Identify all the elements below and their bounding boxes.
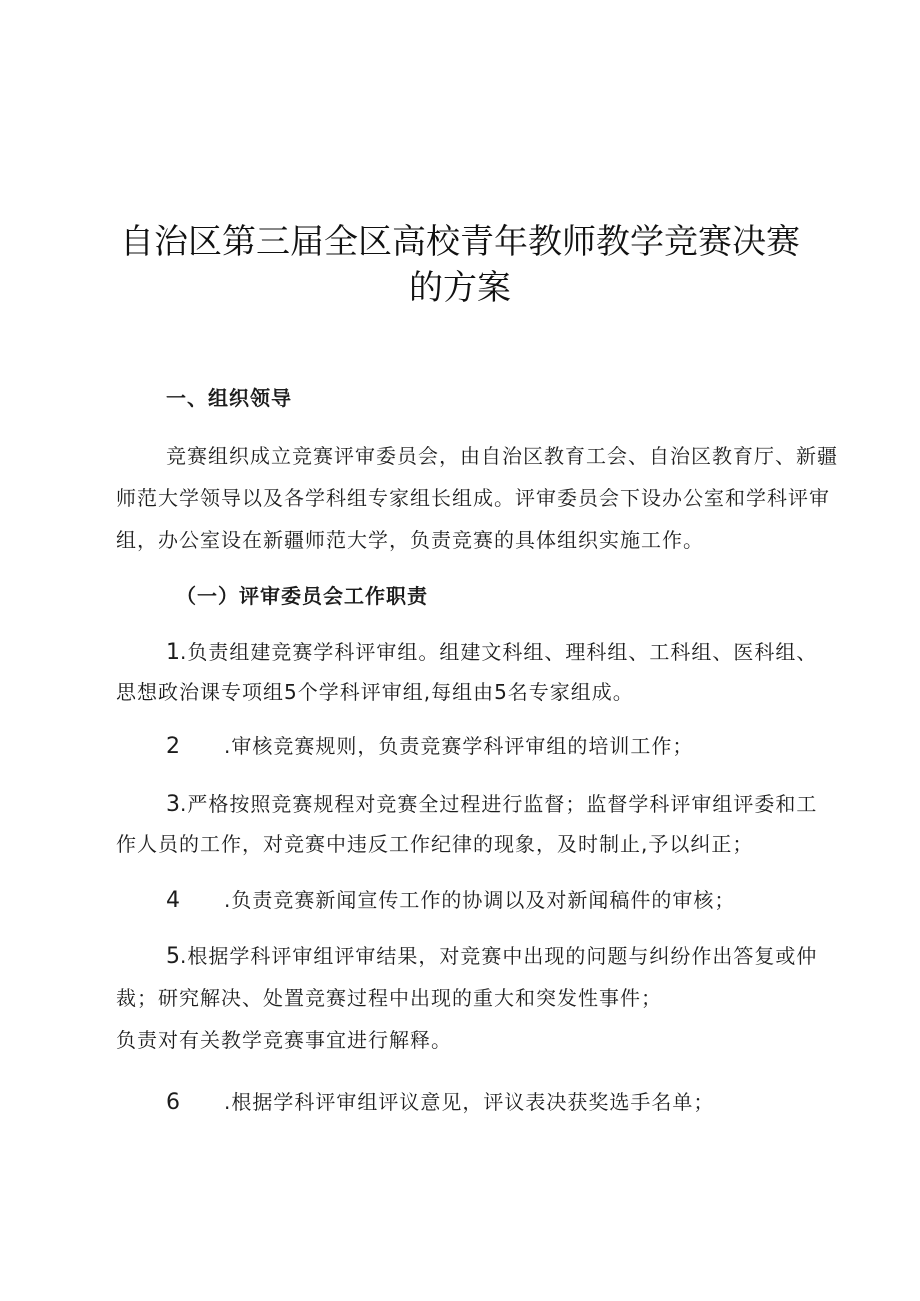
section-heading: 一、组织领导 bbox=[166, 386, 292, 410]
list-item-line bbox=[166, 942, 817, 971]
list-item-text: .严格按照竞赛规程对竞赛全过程进行监督；监督学科评审组评委和工 bbox=[180, 792, 818, 816]
document-title-line-2: 的方案 bbox=[409, 268, 511, 308]
list-item-line bbox=[166, 638, 817, 667]
paragraph-line: 竞赛组织成立竞赛评审委员会，由自治区教育工会、自治区教育厅、新疆 bbox=[166, 444, 838, 468]
list-item-text: .负责竞赛新闻宣传工作的协调以及对新闻稿件的审核； bbox=[224, 888, 736, 912]
list-item-number: 2 bbox=[166, 734, 180, 759]
list-item-line bbox=[166, 886, 735, 915]
list-item-text: .负责组建竞赛学科评审组。组建文科组、理科组、工科组、医科组、 bbox=[180, 640, 818, 664]
list-item-number: 1 bbox=[166, 640, 180, 665]
list-item-number: 4 bbox=[166, 888, 180, 913]
list-item-number: 3 bbox=[166, 792, 180, 817]
list-item-number: 5 bbox=[166, 944, 180, 969]
list-item-line: 作人员的工作，对竞赛中违反工作纪律的现象，及时制止,予以纠正； bbox=[116, 832, 754, 856]
paragraph-line: 组，办公室设在新疆师范大学，负责竞赛的具体组织实施工作。 bbox=[116, 528, 704, 552]
list-item-line: 负责对有关教学竞赛事宜进行解释。 bbox=[116, 1028, 452, 1052]
list-item-number: 6 bbox=[166, 1090, 180, 1115]
list-item-line bbox=[166, 732, 693, 761]
list-item-text: .审核竞赛规则，负责竞赛学科评审组的培训工作； bbox=[224, 734, 694, 758]
list-item-text: .根据学科评审组评议意见，评议表决获奖选手名单； bbox=[224, 1090, 715, 1114]
list-item-text: .根据学科评审组评审结果，对竞赛中出现的问题与纠纷作出答复或仲 bbox=[180, 944, 818, 968]
subsection-heading: （一）评审委员会工作职责 bbox=[176, 584, 428, 608]
list-item-line bbox=[166, 790, 817, 819]
document-title-line-1: 自治区第三届全区高校青年教师教学竞赛决赛 bbox=[120, 222, 800, 262]
paragraph-line: 师范大学领导以及各学科组专家组长组成。评审委员会下设办公室和学科评审 bbox=[116, 486, 830, 510]
list-item-line bbox=[166, 1088, 714, 1117]
list-item-line: 思想政治课专项组5个学科评审组,每组由5名专家组成。 bbox=[116, 680, 634, 704]
list-item-line: 裁；研究解决、处置竞赛过程中出现的重大和突发性事件； bbox=[116, 986, 662, 1010]
